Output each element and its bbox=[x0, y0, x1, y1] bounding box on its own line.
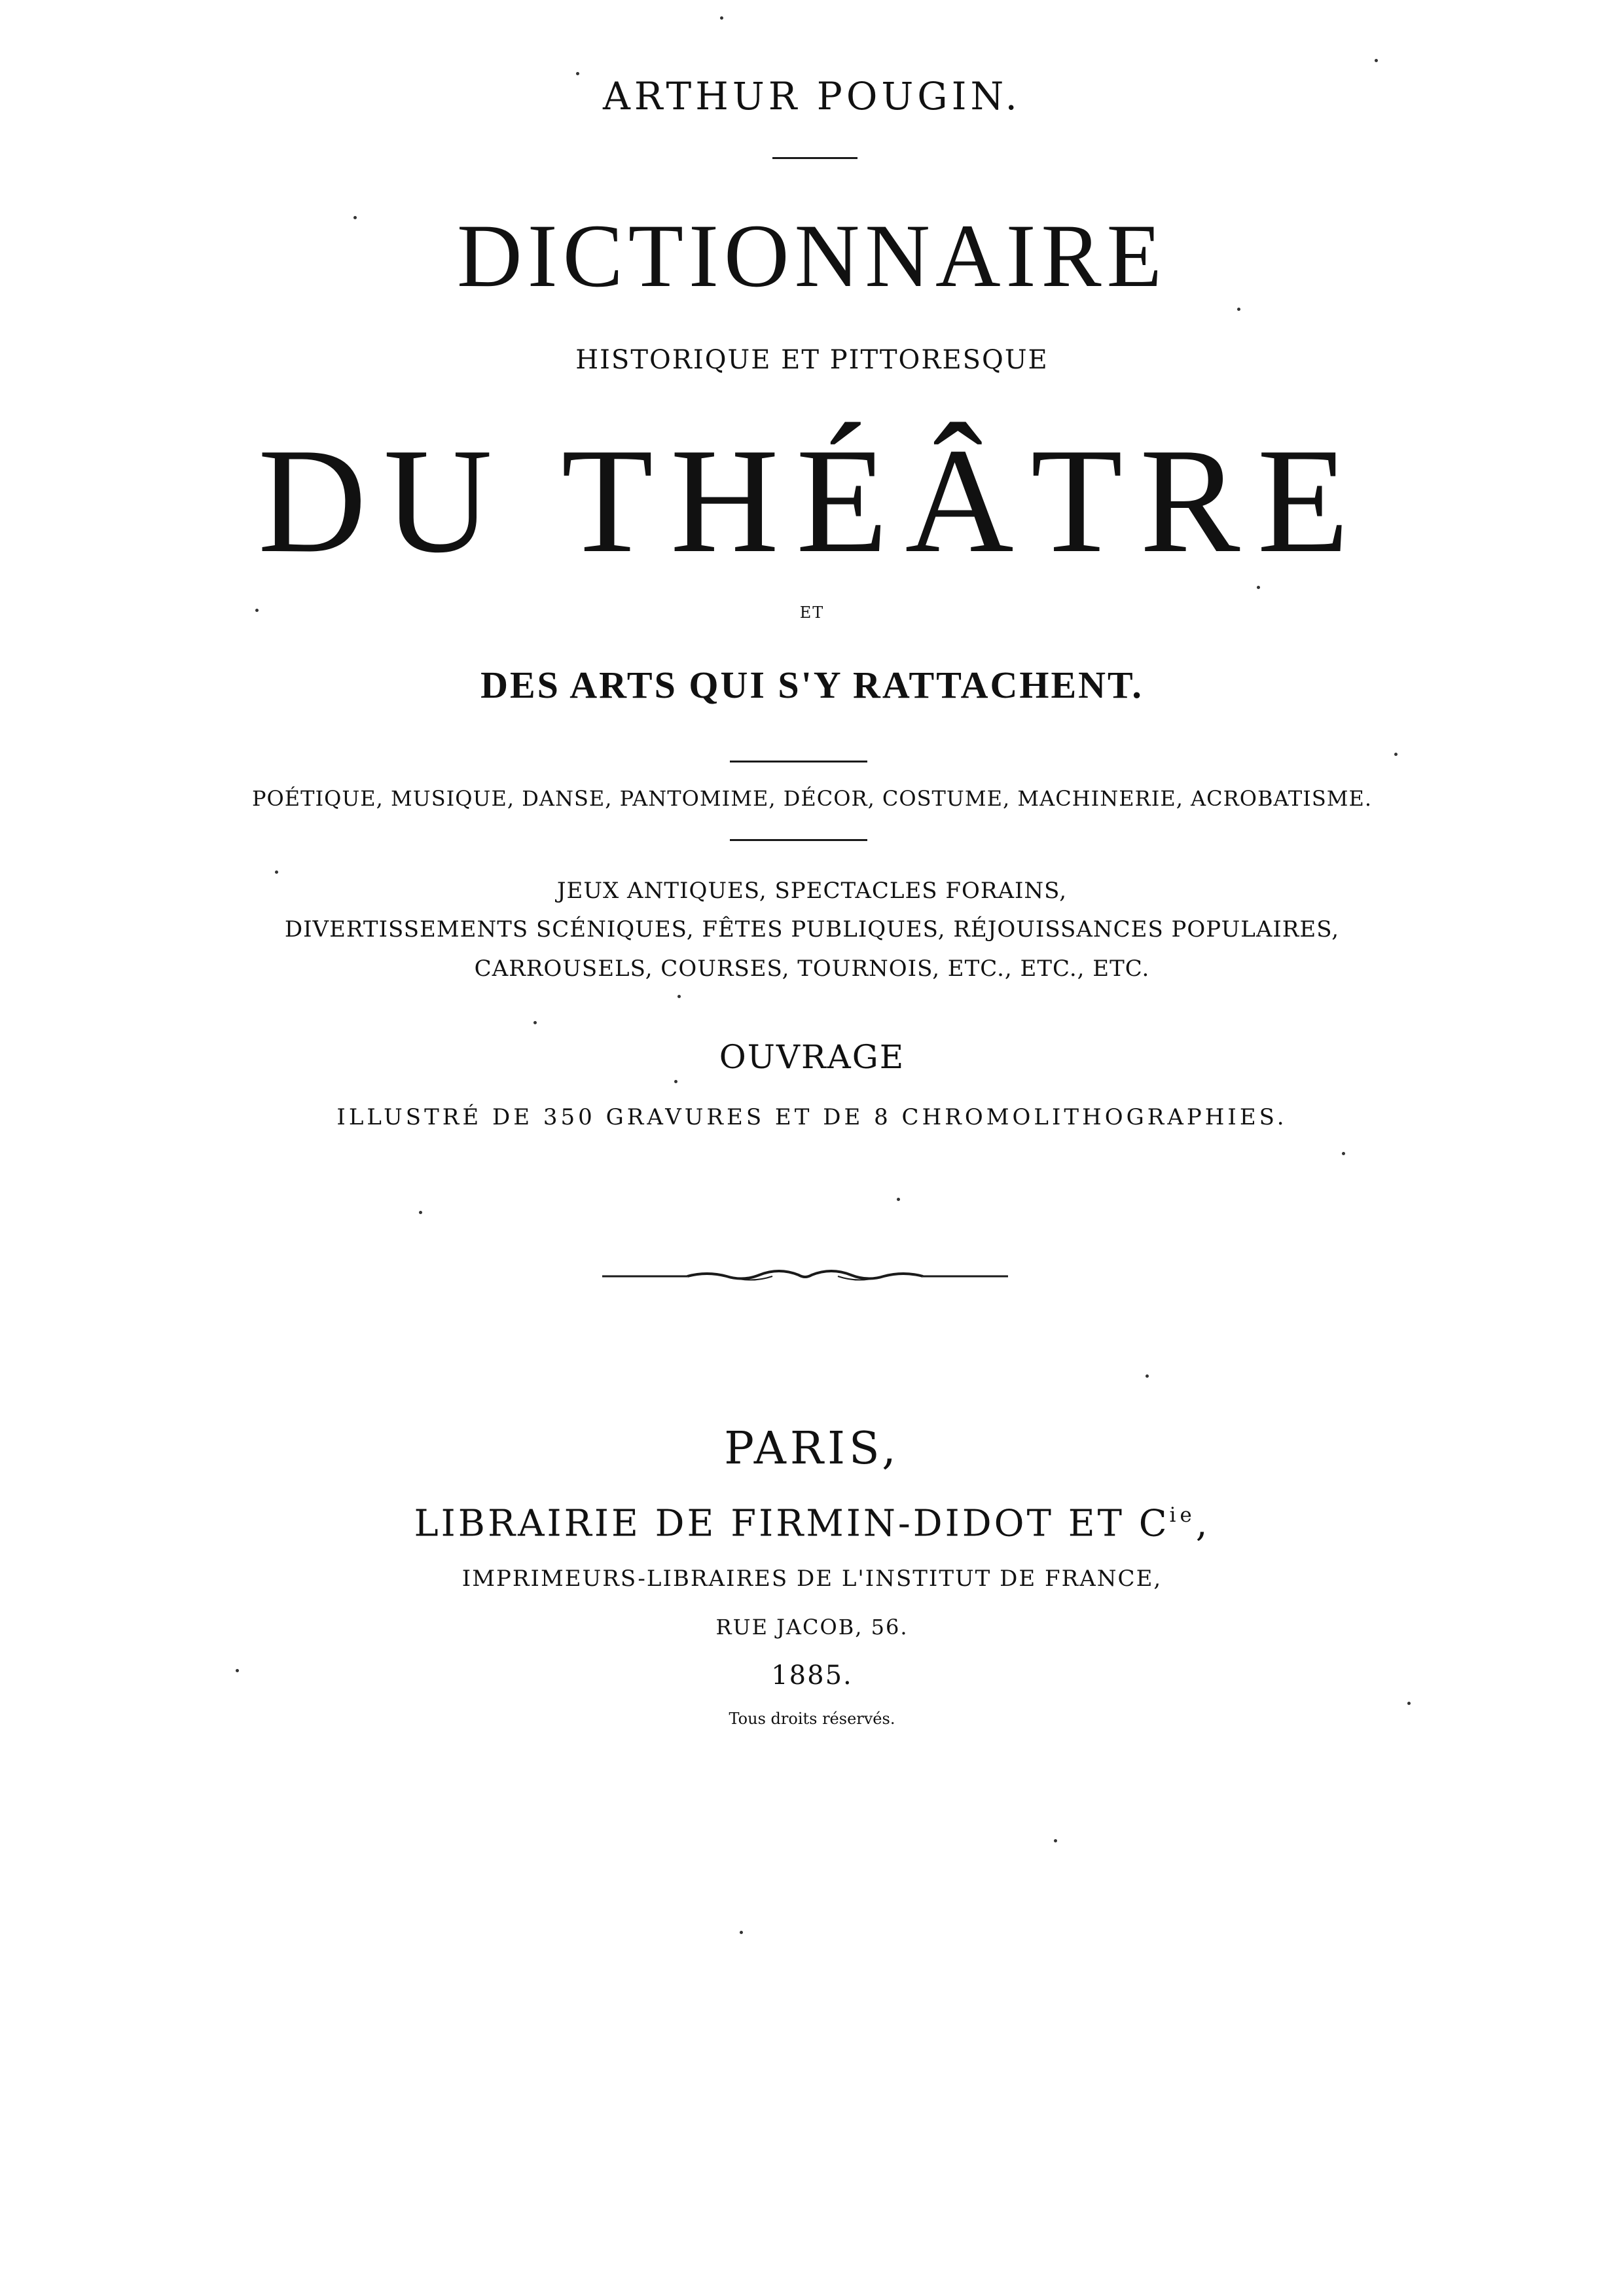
publication-year: 1885. bbox=[771, 1660, 853, 1691]
paper-speck bbox=[674, 1080, 677, 1083]
author-name: ARTHUR POUGIN. bbox=[603, 74, 1021, 118]
paper-speck bbox=[1054, 1839, 1057, 1842]
author-rule bbox=[772, 157, 857, 159]
paper-speck bbox=[419, 1211, 422, 1214]
paper-speck bbox=[353, 216, 357, 219]
paper-speck bbox=[1342, 1152, 1345, 1155]
ornamental-divider bbox=[602, 1263, 1008, 1289]
printers-line: IMPRIMEURS-LIBRAIRES DE L'INSTITUT DE FRANCE, bbox=[461, 1566, 1163, 1592]
paper-speck bbox=[1394, 753, 1398, 756]
paper-speck bbox=[275, 870, 278, 874]
title-dictionnaire: DICTIONNAIRE bbox=[457, 206, 1167, 306]
paper-speck bbox=[1407, 1702, 1411, 1705]
paper-speck bbox=[533, 1021, 537, 1024]
paper-speck bbox=[897, 1198, 900, 1201]
paper-speck bbox=[740, 1931, 743, 1934]
games-line-3: CARROUSELS, COURSES, TOURNOIS, ETC., ETC., ETC. bbox=[474, 956, 1150, 982]
address-line: RUE JACOB, 56. bbox=[715, 1615, 909, 1640]
illustrations-line: ILLUSTRÉ DE 350 GRAVURES ET DE 8 CHROMOLITHOGRAPHIES. bbox=[336, 1104, 1288, 1130]
rights-notice: Tous droits réservés. bbox=[729, 1710, 895, 1728]
rule-above-subjects bbox=[730, 761, 867, 762]
paper-speck bbox=[576, 72, 579, 75]
paper-speck bbox=[1146, 1374, 1149, 1378]
city-paris: PARIS, bbox=[724, 1423, 900, 1475]
ouvrage-label: OUVRAGE bbox=[719, 1038, 905, 1076]
paper-speck bbox=[720, 16, 723, 20]
games-line-2: DIVERTISSEMENTS SCÉNIQUES, FÊTES PUBLIQUES, RÉJOUISSANCES POPULAIRES, bbox=[284, 916, 1340, 942]
publisher-suffix: , bbox=[1195, 1502, 1210, 1545]
main-title-theatre: DU THÉÂTRE bbox=[257, 417, 1367, 584]
paper-speck bbox=[236, 1669, 239, 1672]
paper-speck bbox=[1375, 59, 1378, 62]
rule-below-subjects bbox=[730, 839, 867, 841]
publisher-line bbox=[0, 1502, 1624, 1545]
paper-speck bbox=[255, 609, 259, 612]
subtitle-historique: HISTORIQUE ET PITTORESQUE bbox=[575, 345, 1049, 375]
publisher-name: LIBRAIRIE DE FIRMIN-DIDOT ET C bbox=[414, 1502, 1170, 1545]
arts-line: DES ARTS QUI S'Y RATTACHENT. bbox=[480, 664, 1144, 706]
subjects-line: POÉTIQUE, MUSIQUE, DANSE, PANTOMIME, DÉCOR, COSTUME, MACHINERIE, ACROBATISME. bbox=[251, 786, 1373, 811]
games-line-1: JEUX ANTIQUES, SPECTACLES FORAINS, bbox=[556, 878, 1068, 904]
publisher-superscript: ie bbox=[1169, 1503, 1196, 1527]
paper-speck bbox=[1257, 586, 1260, 589]
paper-speck bbox=[1237, 308, 1240, 311]
paper-speck bbox=[677, 995, 681, 998]
conjunction-et: ET bbox=[799, 603, 825, 622]
